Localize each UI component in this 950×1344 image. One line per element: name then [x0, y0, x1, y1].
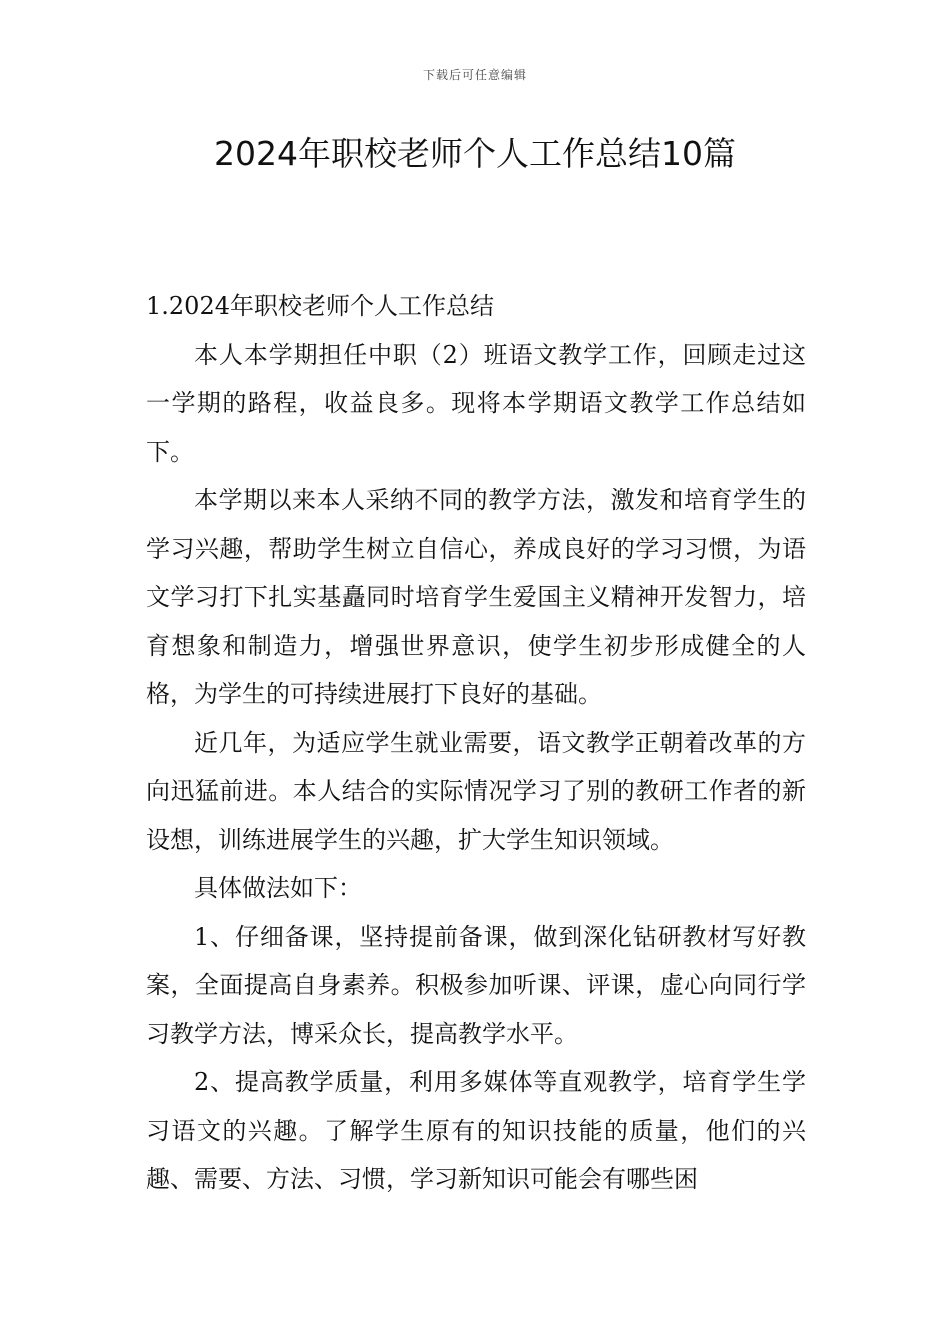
paragraph: 本人本学期担任中职（2）班语文教学工作，回顾走过这一学期的路程，收益良多。现将本学期语文教学工作总结如下。	[146, 340, 806, 466]
paragraph: 具体做法如下：	[194, 874, 362, 902]
paragraph: 本学期以来本人采纳不同的教学方法，激发和培育学生的学习兴趣，帮助学生树立自信心，养成良好的学习习惯，为语文学习打下扎实基矗同时培育学生爱国主义精神开发智力，培育想象和制造力，增强世界意识，使学生初步形成健全的人格，为学生的可持续进展打下良好的基础。	[146, 486, 806, 708]
paragraph: 1、仔细备课，坚持提前备课，做到深化钻研教材写好教案，全面提高自身素养。积极参加听课、评课，虚心向同行学习教学方法，博采众长，提高教学水平。	[146, 922, 806, 1048]
document-body	[146, 282, 806, 1204]
header-note: 下载后可任意编辑	[422, 68, 527, 82]
paragraph: 2、提高教学质量，利用多媒体等直观教学，培育学生学习语文的兴趣。了解学生原有的知识技能的质量，他们的兴趣、需要、方法、习惯，学习新知识可能会有哪些困	[146, 1068, 806, 1193]
document-title: 2024年职校老师个人工作总结10篇	[214, 134, 736, 173]
paragraph: 近几年，为适应学生就业需要，语文教学正朝着改革的方向迅猛前进。本人结合的实际情况学习了别的教研工作者的新设想，训练进展学生的兴趣，扩大学生知识领域。	[146, 728, 806, 854]
section-heading: 1.2024年职校老师个人工作总结	[146, 292, 494, 320]
